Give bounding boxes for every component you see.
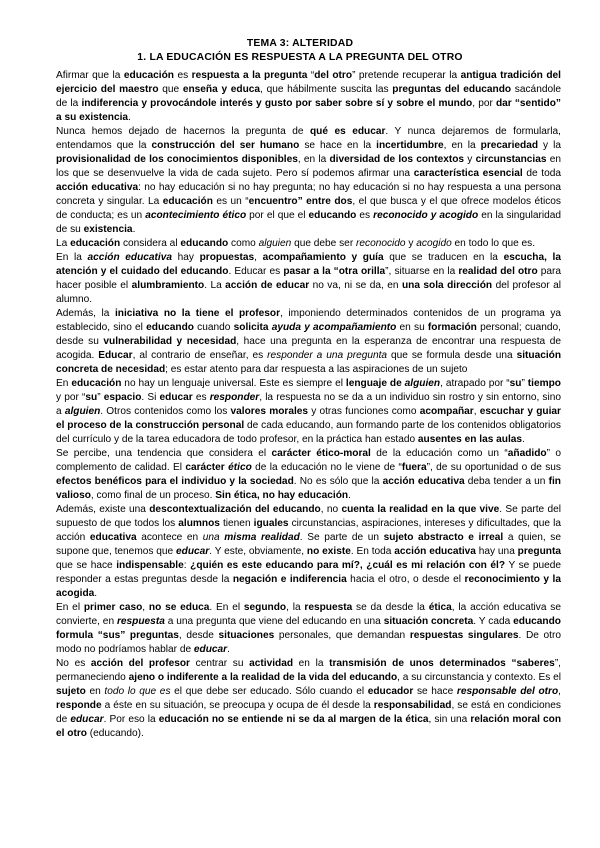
p10-run: transmisión de unos determinados “saberes: [329, 658, 555, 669]
paragraph-1: Afirmar que la educación es respuesta a la pregunta “del otro” pretende recuperar la antigua tradición del ejercicio del maestro que enseña y educa, que hábilmente suscita las preguntas del educando sacándole de la indiferencia y provocándole interés y gusto por saber sobre sí y sobre el mundo, por dar “sentido” a su existencia.: [56, 70, 561, 123]
p7-run: efectos benéficos para el individuo y la sociedad: [56, 476, 294, 487]
paragraph-6: En educación no hay un lenguaje universal. Este es siempre el lenguaje de alguien, atrapado por “su” tiempo y por “su” espacio. Si educar es responder, la respuesta no se da a un individuo sin rostro y sin entorno, sino a alguien. Otros contenidos como los valores morales y otras funciones como acompañar, escuchar y guiar el proceso de la construcción personal de cada educando, aun formando parte de los contenidos obligatorios del currículo y de la tarea educadora de todo profesor, en la práctica han estado ausentes en las aulas.: [56, 378, 561, 445]
p4-run: alumbramiento: [131, 280, 205, 291]
p2-run: acción educativa: [56, 182, 139, 193]
p10-run: responsabilidad: [373, 700, 452, 711]
p6-run: alguien: [64, 406, 101, 417]
p6-run: acompañar: [419, 406, 474, 417]
p4-run: acción de educar: [225, 280, 310, 291]
paragraph-10: No es acción del profesor centrar su actividad en la transmisión de unos determinados “saberes”, permaneciendo ajeno o indiferente a la realidad de la vida del educando, a su circunstancia y contexto. Es el sujeto en todo lo que es el que debe ser educado. Sólo cuando el educador se hace responsable del otro, responde a éste en su situación, se preocupa y ocupa de él desde la responsabilidad, se está en condiciones de educar. Por eso la educación no se entiende ni se da al margen de la ética, sin una relación moral con el otro (educando).: [56, 658, 562, 739]
p8-run: misma realidad: [224, 532, 300, 543]
p5-run: Educar: [98, 350, 133, 361]
p5-run: iniciativa no la tiene el profesor: [114, 308, 281, 319]
p8-run: descontextualización del educando: [149, 504, 321, 515]
p1-run: antigua tradición del ejercicio del maestro: [56, 70, 561, 95]
p5-run: responder a una pregunta: [267, 350, 388, 361]
p9-run: situación concreta: [383, 616, 474, 627]
p1-run: indiferencia y provocándole interés y gusto por saber sobre sí y sobre el mundo: [81, 98, 473, 109]
p6-run: educar: [159, 392, 193, 403]
p10-run: sujeto: [56, 686, 86, 697]
p2-run: educación: [162, 196, 213, 207]
p8-run: una: [202, 532, 220, 543]
p3-run: educando: [180, 238, 229, 249]
p4-run: realidad del otro: [458, 266, 538, 277]
p5-run: educando: [146, 322, 194, 333]
p2-run: educando: [308, 210, 357, 221]
p5-run: vulnerabilidad y necesidad: [103, 336, 237, 347]
p7-run: carácter: [185, 462, 225, 473]
p5-run: situación concreta de necesidad: [56, 350, 562, 375]
p7-run: fin valioso: [56, 476, 561, 501]
p2-run: diversidad de los contextos: [329, 154, 465, 165]
p8-run: sujeto abstracto e irreal: [383, 532, 504, 543]
p4-run: pasar a la “otra orilla: [283, 266, 386, 277]
p5-run: ayuda y acompañamiento: [271, 322, 397, 333]
p10-run: educador: [367, 686, 414, 697]
p1-run: del otro: [314, 70, 353, 81]
p2-run: precariedad: [480, 140, 539, 151]
p9-run: no se educa: [148, 602, 210, 613]
p8-run: educativa: [89, 532, 137, 543]
p6-run: escuchar y guiar el proceso de la construcción personal: [56, 406, 561, 431]
p9-run: respuesta: [116, 616, 165, 627]
p7-run: fuera: [401, 462, 427, 473]
p3-run: acogido: [416, 238, 452, 249]
p8-run: no existe: [306, 546, 351, 557]
p9-run: ética: [428, 602, 452, 613]
p9-run: educando formula “sus” preguntas: [56, 616, 561, 641]
p2-run: encuentro” entre dos: [248, 196, 353, 207]
p10-run: responde: [56, 700, 102, 711]
p8-run: reconocimiento y la acogida: [56, 574, 561, 599]
p5-run: formación: [427, 322, 477, 333]
p7-run: carácter ético-moral: [271, 448, 371, 459]
p1-run: preguntas del educando: [392, 84, 512, 95]
p2-run: característica esencial: [413, 168, 523, 179]
p6-run: espacio: [103, 392, 142, 403]
p8-run: educar: [176, 546, 210, 557]
document-title: TEMA 3: ALTERIDAD: [246, 38, 354, 49]
p8-run: acción educativa: [394, 546, 476, 557]
p9-run: educar: [193, 644, 228, 655]
p2-run: incertidumbre: [376, 140, 444, 151]
p3-run: alguien: [258, 238, 292, 249]
paragraph-7: Se percibe, una tendencia que considera el carácter ético-moral de la educación como un “añadido” o complemento de calidad. El carácter ético de la educación no le viene de “fuera”, de su oportunidad o de sus efectos benéficos para el individuo y la sociedad. No es sólo que la acción educativa deba tender a un fin valioso, como final de un proceso. Sin ética, no hay educación.: [56, 448, 562, 501]
p2-run: acontecimiento ético: [145, 210, 247, 221]
p2-run: construcción del ser humano: [151, 140, 300, 151]
p9-run: respuesta: [304, 602, 353, 613]
p6-run: lenguaje de: [345, 378, 402, 389]
paragraph-4: En la acción educativa hay propuestas, acompañamiento y guía que se traducen en la escucha, la atención y el cuidado del educando. Educar es pasar a la “otra orilla”, situarse en la realidad del otro para hacer posible el alumbramiento. La acción de educar no va, ni se da, en una sola dirección del profesor al alumno.: [56, 252, 562, 305]
p9-run: primer caso: [83, 602, 143, 613]
p2-run: existencia: [83, 224, 133, 235]
p10-run: ajeno o indiferente a la realidad de la vida del educando: [128, 672, 398, 683]
p1-run: dar “sentido” a su existencia: [56, 98, 561, 123]
p9-run: respuestas singulares: [409, 630, 519, 641]
paragraph-3: La educación considera al educando como alguien que debe ser reconocido y acogido en todo lo que es.: [56, 238, 536, 249]
p7-run: ético: [228, 462, 252, 473]
document-body: [56, 69, 561, 741]
p8-run: alumnos: [178, 518, 220, 529]
p4-run: acompañamiento y guía: [262, 252, 384, 263]
p7-run: añadido: [507, 448, 547, 459]
p9-run: segundo: [243, 602, 287, 613]
p2-run: circunstancias: [475, 154, 547, 165]
p10-run: todo lo que es: [104, 686, 171, 697]
p6-run: alguien: [404, 378, 441, 389]
p4-run: escucha, la atención y el cuidado del educando: [56, 252, 561, 277]
p8-run: ¿quién es este educando para mí?, ¿cuál es mi relación con él?: [190, 560, 506, 571]
p10-run: educar: [70, 714, 104, 725]
p10-run: responsable del otro: [456, 686, 559, 697]
p5-run: solicita: [233, 322, 269, 333]
p2-run: reconocido y acogido: [373, 210, 479, 221]
p1-run: educación: [123, 70, 174, 81]
p8-run: indispensable: [116, 560, 184, 571]
p10-run: acción del profesor: [90, 658, 190, 669]
p3-run: educación: [70, 238, 121, 249]
p7-run: Sin ética, no hay educación: [215, 490, 349, 501]
p2-run: qué es educar: [309, 126, 386, 137]
p6-run: responder: [209, 392, 260, 403]
p6-run: ausentes en las aulas: [417, 434, 523, 445]
paragraph-5: Además, la iniciativa no la tiene el profesor, imponiendo determinados contenidos de un programa ya establecido, sino el educando cuando solicita ayuda y acompañamiento en su formación personal; cuando, desde su vulnerabilidad y necesidad, hace una pregunta en la esperanza de encontrar una respuesta de acogida. Educar, al contrario de enseñar, es responder a una pregunta que se formula desde una situación concreta de necesidad; es estar atento para dar respuesta a las aspiraciones de un sujeto: [56, 308, 562, 375]
p7-run: acción educativa: [382, 476, 465, 487]
p8-run: cuenta la realidad en la que vive: [341, 504, 500, 515]
p3-run: reconocido: [356, 238, 406, 249]
p10-run: relación moral con el otro: [56, 714, 562, 739]
p6-run: valores morales: [230, 406, 309, 417]
p8-run: pregunta: [517, 546, 561, 557]
p10-run: educación no se entiende ni se da al margen de la ética: [158, 714, 429, 725]
p4-run: acción educativa: [87, 252, 172, 263]
paragraph-8: Además, existe una descontextualización del educando, no cuenta la realidad en la que vive. Se parte del supuesto de que todos los alumnos tienen iguales circunstancias, aspiraciones, intereses y dificultades, que la acción educativa acontece en una misma realidad. Se parte de un sujeto abstracto e irreal a quien, se supone que, tenemos que educar. Y este, obviamente, no existe. En toda acción educativa hay una pregunta que se hace indispensable: ¿quién es este educando para mí?, ¿cuál es mi relación con él? Y se puede responder a estas preguntas desde la negación e indiferencia hacia el otro, o desde el reconocimiento y la acogida.: [56, 504, 561, 599]
p1-run: enseña y educa: [182, 84, 261, 95]
p6-run: tiempo: [527, 378, 561, 389]
p6-run: su: [85, 392, 98, 403]
p8-run: iguales: [253, 518, 289, 529]
p10-run: actividad: [249, 658, 294, 669]
paragraph-9: En el primer caso, no se educa. En el segundo, la respuesta se da desde la ética, la acción educativa se convierte, en respuesta a una pregunta que viene del educando en una situación concreta. Y cada educando formula “sus” preguntas, desde situaciones personales, que demandan respuestas singulares. De otro modo no podríamos hablar de educar.: [56, 602, 561, 655]
p4-run: una sola dirección: [401, 280, 493, 291]
p9-run: situaciones: [218, 630, 275, 641]
p8-run: negación e indiferencia: [232, 574, 347, 585]
p4-run: propuestas: [199, 252, 255, 263]
p1-run: respuesta a la pregunta: [191, 70, 308, 81]
section-heading: 1. LA EDUCACIÓN ES RESPUESTA A LA PREGUNTA DEL OTRO: [137, 52, 463, 63]
p6-run: educación: [71, 378, 122, 389]
p6-run: su: [509, 378, 522, 389]
paragraph-2: Nunca hemos dejado de hacernos la pregunta de qué es educar. Y nunca dejaremos de formularla, entendamos que la construcción del ser humano se hace en la incertidumbre, en la precariedad y la provisionalidad de los conocimientos disponibles, en la diversidad de los contextos y circunstancias en los que se desenvuelve la vida de cada sujeto. Pero sí podemos afirmar una característica esencial de toda acción educativa: no hay educación si no hay pregunta; no hay educación si no hay respuesta a una persona concreta y singular. La educación es un “encuentro” entre dos, el que busca y el que ofrece modelos éticos de conducta; es un acontecimiento ético por el que el educando es reconocido y acogido en la singularidad de su existencia.: [56, 126, 561, 235]
p2-run: provisionalidad de los conocimientos disponibles: [56, 154, 298, 165]
